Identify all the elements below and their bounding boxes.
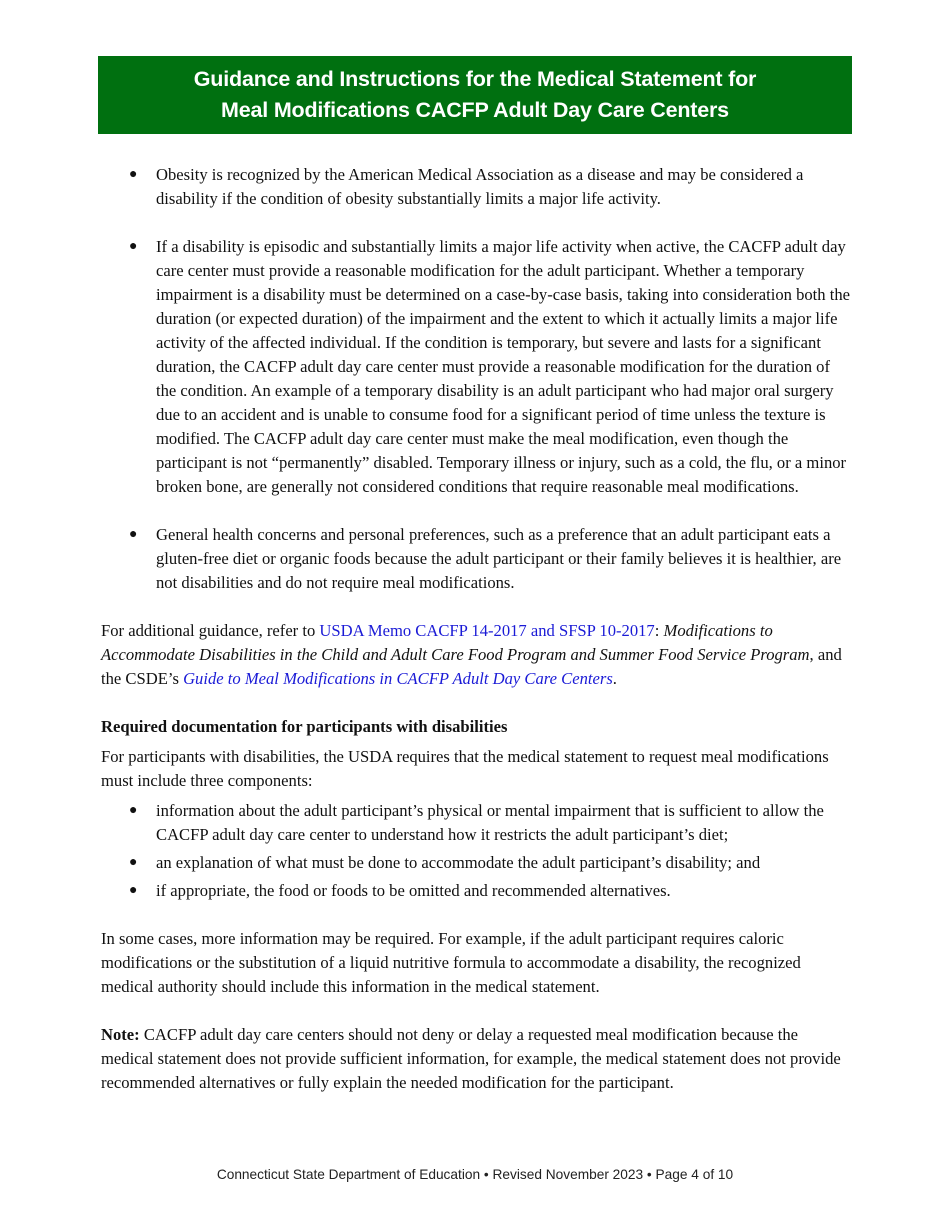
list-item: ● an explanation of what must be done to accommodate the adult participant’s disability; and xyxy=(101,851,853,875)
bullet-icon: ● xyxy=(129,883,138,898)
list-item: ● information about the adult participant’s physical or mental impairment that is sufficient to allow the CACFP adult day care center to understand how it restricts the adult participant’s diet; xyxy=(129,801,824,844)
bullet-list-top xyxy=(101,163,853,595)
bullet-icon: ● xyxy=(129,167,138,182)
usda-memo-link[interactable]: USDA Memo CACFP 14-2017 and SFSP 10-2017 xyxy=(319,621,655,640)
list-item: ● if appropriate, the food or foods to be omitted and recommended alternatives. xyxy=(101,879,853,903)
guidance-paragraph: For additional guidance, refer to USDA Memo CACFP 14-2017 and SFSP 10-2017: Modifications to Accommodate Disabilities in the Child and Adult Care Food Program and Summer Food Service Program, and the CSDE’s Guide to Meal Modifications in CACFP Adult Day Care Centers. xyxy=(101,621,842,688)
note-label: Note: xyxy=(101,1025,140,1044)
page-content xyxy=(101,163,853,1095)
memo-title: Modifications to Accommodate Disabilities in the Child and Adult Care Food Program and Summer Food Service Program xyxy=(101,621,810,664)
banner-title-line2: Meal Modifications CACFP Adult Day Care Centers xyxy=(221,98,729,122)
section-heading: Required documentation for participants with disabilities xyxy=(101,717,508,736)
guide-link[interactable]: Guide to Meal Modifications in CACFP Adult Day Care Centers xyxy=(183,669,613,688)
list-item: ● General health concerns and personal preferences, such as a preference that an adult participant eats a gluten-free diet or organic foods because the adult participant or their family believes it is healthier, are not disabilities and do not require meal modifications. xyxy=(129,525,842,592)
bullet-icon: ● xyxy=(129,803,138,818)
list-item: ● Obesity is recognized by the American Medical Association as a disease and may be considered a disability if the condition of obesity substantially limits a major life activity. xyxy=(129,165,804,208)
bullet-icon: ● xyxy=(129,855,138,870)
page-footer: Connecticut State Department of Education • Revised November 2023 • Page 4 of 10 xyxy=(216,1167,734,1182)
component-list xyxy=(101,799,853,903)
header-banner xyxy=(98,56,852,134)
bullet-icon: ● xyxy=(129,239,138,254)
section-intro: For participants with disabilities, the USDA requires that the medical statement to request meal modifications must include three components: xyxy=(101,747,829,790)
bullet-icon: ● xyxy=(129,527,138,542)
list-item: ● If a disability is episodic and substantially limits a major life activity when active, the CACFP adult day care center must provide a reasonable modification for the adult participant. Whether a temporary impairment is a disability must be determined on a case-by-case basis, taking into consideration both the duration (or expected duration) of the impairment and the extent to which it actually limits a major life activity of the affected individual. If the condition is temporary, but severe and lasts for a significant duration, the CACFP adult day care center must provide a reasonable modification for the duration of the condition. An example of a temporary disability is an adult participant who had major oral surgery due to an accident and is unable to consume food for a significant period of time unless the texture is modified. The CACFP adult day care center must make the meal modification, even though the participant is not “permanently” disabled. Temporary illness or injury, such as a cold, the flu, or a minor broken bone, are generally not considered conditions that require reasonable meal modifications. xyxy=(129,237,850,496)
more-info-paragraph: In some cases, more information may be required. For example, if the adult participant requires caloric modifications or the substitution of a liquid nutritive formula to accommodate a disability, the recognized medical authority should include this information in the medical statement. xyxy=(101,929,801,996)
banner-title-line1: Guidance and Instructions for the Medical Statement for xyxy=(193,67,757,91)
note-paragraph: Note: CACFP adult day care centers should not deny or delay a requested meal modification because the medical statement does not provide sufficient information, for example, the medical statement does not provide recommended alternatives or fully explain the needed modification for the participant. xyxy=(101,1025,841,1092)
